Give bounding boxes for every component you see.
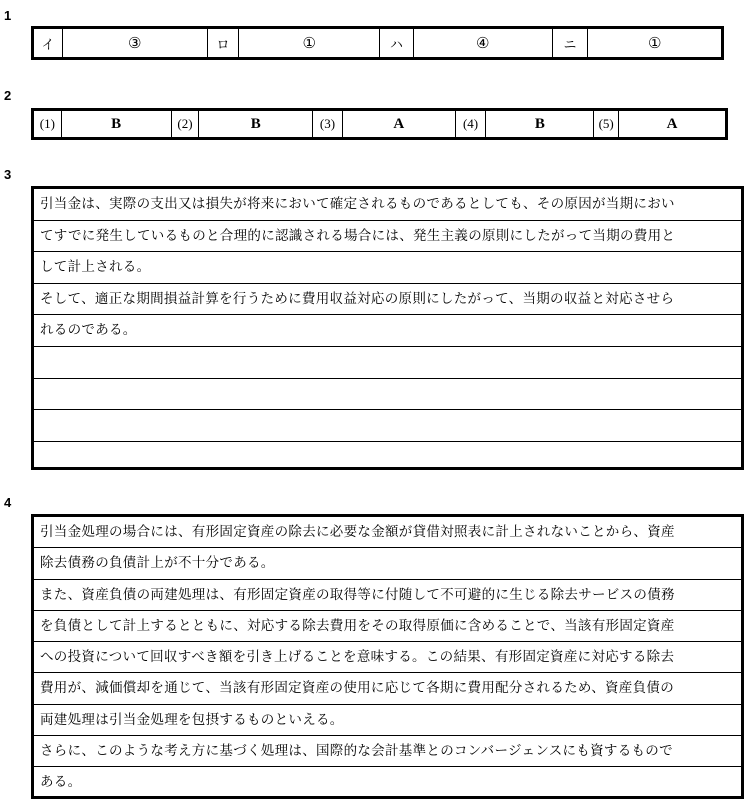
answer-line: 除去債務の負債計上が不十分である。 [34,548,741,579]
answer-value-5: A [666,115,678,132]
answer-label-ha: ハ [380,29,414,57]
question-number-4: 4 [4,495,12,510]
answer-line: さらに、このような考え方に基づく処理は、国際的な会計基準とのコンバージェンスにも資するもので [34,736,741,767]
answer-line: 引当金は、実際の支出又は損失が将来において確定されるものであるとしても、その原因が当期におい [34,189,741,221]
answer-box-4 [31,514,744,799]
answer-line: てすでに発生しているものと合理的に認識される場合には、発生主義の原則にしたがって当期の費用と [34,221,741,253]
answer-value-ni: ① [647,34,662,52]
answer-table-1 [31,26,724,60]
answer-line: して計上される。 [34,252,741,284]
answer-label-i: イ [34,29,63,57]
answer-line [34,442,741,474]
question-number-1: 1 [4,8,12,23]
answer-label-5: (5) [594,111,619,137]
answer-value-ha: ④ [414,29,553,57]
answer-value-1: B [62,111,172,137]
answer-table-2 [31,108,728,140]
answer-label-ni: ニ [553,29,589,57]
answer-line: また、資産負債の両建処理は、有形固定資産の取得等に付随して不可避的に生じる除去サービスの債務 [34,580,741,611]
answer-value-2: B [199,111,313,137]
answer-label-3: (3) [313,111,343,137]
answer-line: れるのである。 [34,315,741,347]
answer-value-i: ③ [63,29,208,57]
answer-line: 両建処理は引当金処理を包摂するものといえる。 [34,705,741,736]
answer-value-4: B [486,111,594,137]
answer-box-3 [31,186,744,470]
answer-line: を負債として計上するとともに、対応する除去費用をその取得原価に含めることで、当該有形固定資産 [34,611,741,642]
answer-line: への投資について回収すべき額を引き上げることを意味する。この結果、有形固定資産に対応する除去 [34,642,741,673]
answer-line [34,379,741,411]
answer-line: 費用が、減価償却を通じて、当該有形固定資産の使用に応じて各期に費用配分されるため、資産負債の [34,673,741,704]
answer-label-1: (1) [34,111,62,137]
answer-label-2: (2) [172,111,200,137]
answer-label-ro: ロ [208,29,240,57]
question-number-2: 2 [4,88,12,103]
question-number-3: 3 [4,167,12,182]
answer-line: そして、適正な期間損益計算を行うために費用収益対応の原則にしたがって、当期の収益と対応させら [34,284,741,316]
answer-label-4: (4) [456,111,487,137]
answer-value-3: A [343,111,456,137]
answer-line [34,410,741,442]
answer-value-ro: ① [239,29,380,57]
answer-line: ある。 [40,774,82,791]
answer-line: 引当金処理の場合には、有形固定資産の除去に必要な金額が貸借対照表に計上されないことから、資産 [34,517,741,548]
answer-line [34,347,741,379]
